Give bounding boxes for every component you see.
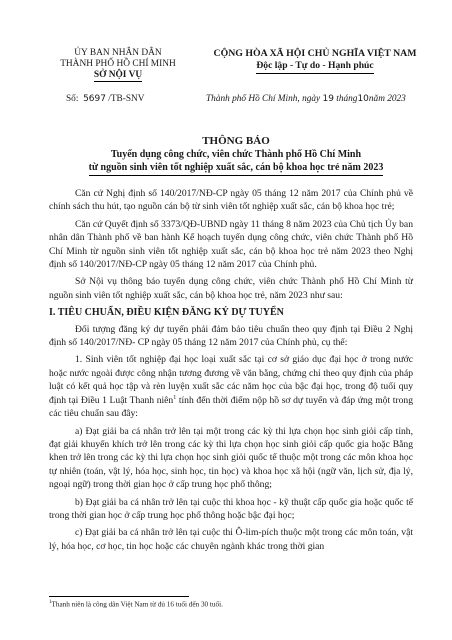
- footnote-divider: [49, 596, 189, 597]
- national-header: [198, 48, 432, 74]
- paragraph-item-b: b) Đạt giải ba cá nhân trở lên tại cuộc thi khoa học - kỹ thuật cấp quốc gia hoặc quốc tế trong thời gian học ở cấp trung học phổ thông hoặc bậc đại học;: [49, 496, 413, 521]
- national-motto: Độc lập - Tự do - Hạnh phúc: [256, 60, 373, 74]
- subtitle-line-1: Tuyển dụng công chức, viên chức Thành phố Hồ Chí Minh: [110, 149, 362, 160]
- paragraph-item-a: a) Đạt giải ba cá nhân trở lên tại một trong các kỳ thi lựa chọn học sinh giỏi cấp tỉnh, đạt giải khuyến khích trở lên trong các kỳ thi lựa chọn học sinh giỏi cấp quốc gia hoặc Bằng khen trở lên trong các kỳ thi lựa chọn học sinh giỏi quốc tế thuộc một trong các môn khoa học tự nhiên (toán, vật lý, hóa học, sinh học, tin học) và khoa học xã hội (ngữ văn, lịch sử, địa lý, ngoại ngữ) trong thời gian học ở cấp trung học phổ thông;: [49, 425, 413, 491]
- document-number: [66, 94, 144, 104]
- footnote-ref: 1: [173, 394, 177, 401]
- agency-line-2: THÀNH PHỐ HỒ CHÍ MINH: [60, 59, 176, 69]
- place-and-date: [206, 94, 406, 104]
- paragraph-legal-basis-2: Căn cứ Quyết định số 3373/QĐ-UBND ngày 11 tháng 8 năm 2023 của Chủ tịch Ủy ban nhân dân Thành phố về ban hành Kế hoạch tuyển dụng công chức, viên chức Thành phố Hồ Chí Minh từ nguồn sinh viên tốt nghiệp xuất sắc, cán bộ khoa học trẻ năm 2023 theo Nghị định số 140/2017/NĐ-CP ngày 05 tháng 12 năm 2017 của Chính phủ.: [49, 218, 413, 271]
- agency-line-1: ỦY BAN NHÂN DÂN: [74, 48, 162, 58]
- subtitle-line-2: từ nguồn sinh viên tốt nghiệp xuất sắc, cán bộ khoa học trẻ năm 2023: [89, 162, 384, 177]
- date-year: năm 2023: [368, 94, 406, 104]
- paragraph-legal-basis-1: Căn cứ Nghị định số 140/2017/NĐ-CP ngày 05 tháng 12 năm 2017 của Chính phủ về chính sách thu hút, tạo nguồn cán bộ từ sinh viên tốt nghiệp xuất sắc, cán bộ khoa học trẻ;: [49, 188, 413, 213]
- paragraph-item-c: c) Đạt giải ba cá nhân trở lên tại cuộc thi Ô-lim-pích thuộc một trong các môn toán, vật lý, hóa học, cơ học, tin học hoặc các chuyên ngành khác trong thời gian: [49, 527, 413, 552]
- paragraph-criterion-1: [49, 353, 413, 420]
- footnote: [49, 600, 223, 608]
- agency-line-3: SỞ NỘI VỤ: [93, 70, 143, 80]
- document-subtitle: [40, 149, 432, 176]
- criterion-1-text-cont: tính đến thời điểm nộp hồ sơ dự tuyển và đáp ứng một trong các tiêu chuẩn sau đây:: [49, 394, 414, 420]
- document-title: THÔNG BÁO: [202, 135, 270, 147]
- nation-name: CỘNG HÒA XÃ HỘI CHỦ NGHĨA VIỆT NAM: [213, 48, 417, 59]
- issuing-agency: [44, 48, 192, 81]
- doc-number-value: 5697: [83, 94, 106, 104]
- footnote-mark: 1: [49, 600, 52, 605]
- date-month: 10: [357, 94, 369, 104]
- doc-number-prefix: Số:: [66, 94, 79, 104]
- date-month-label: tháng: [336, 94, 358, 104]
- criterion-1-text: 1. Sinh viên tốt nghiệp đại học loại xuất sắc tại cơ sở giáo dục đại học ở trong nước hoặc nước ngoài được công nhận tương đương về văn bằng, chứng chỉ theo quy định của pháp luật có kết quả học tập và rèn luyện xuất sắc các năm học của bậc đại học, trong độ tuổi quy định tại Điều 1 Luật Thanh niên: [49, 354, 413, 406]
- paragraph-eligibility: Đối tượng đăng ký dự tuyển phải đảm bảo tiêu chuẩn theo quy định tại Điều 2 Nghị định số 140/2017/NĐ- CP ngày 05 tháng 12 năm 2017 của Chính phủ, cụ thể:: [49, 323, 413, 349]
- section-heading: I. TIÊU CHUẨN, ĐIỀU KIỆN ĐĂNG KÝ DỰ TUYỂN: [49, 307, 284, 319]
- doc-number-suffix: /TB-SNV: [108, 94, 145, 104]
- date-day: 19: [322, 94, 334, 104]
- paragraph-announcement: Sở Nội vụ thông báo tuyển dụng công chức, viên chức Thành phố Hồ Chí Minh từ nguồn sinh viên tốt nghiệp xuất sắc, cán bộ khoa học trẻ, năm 2023 như sau:: [49, 276, 413, 301]
- footnote-text: Thanh niên là công dân Việt Nam từ đủ 16 tuổi đến 30 tuổi.: [51, 600, 223, 609]
- document-body: [49, 187, 413, 557]
- place-text: Thành phố Hồ Chí Minh, ngày: [206, 94, 321, 104]
